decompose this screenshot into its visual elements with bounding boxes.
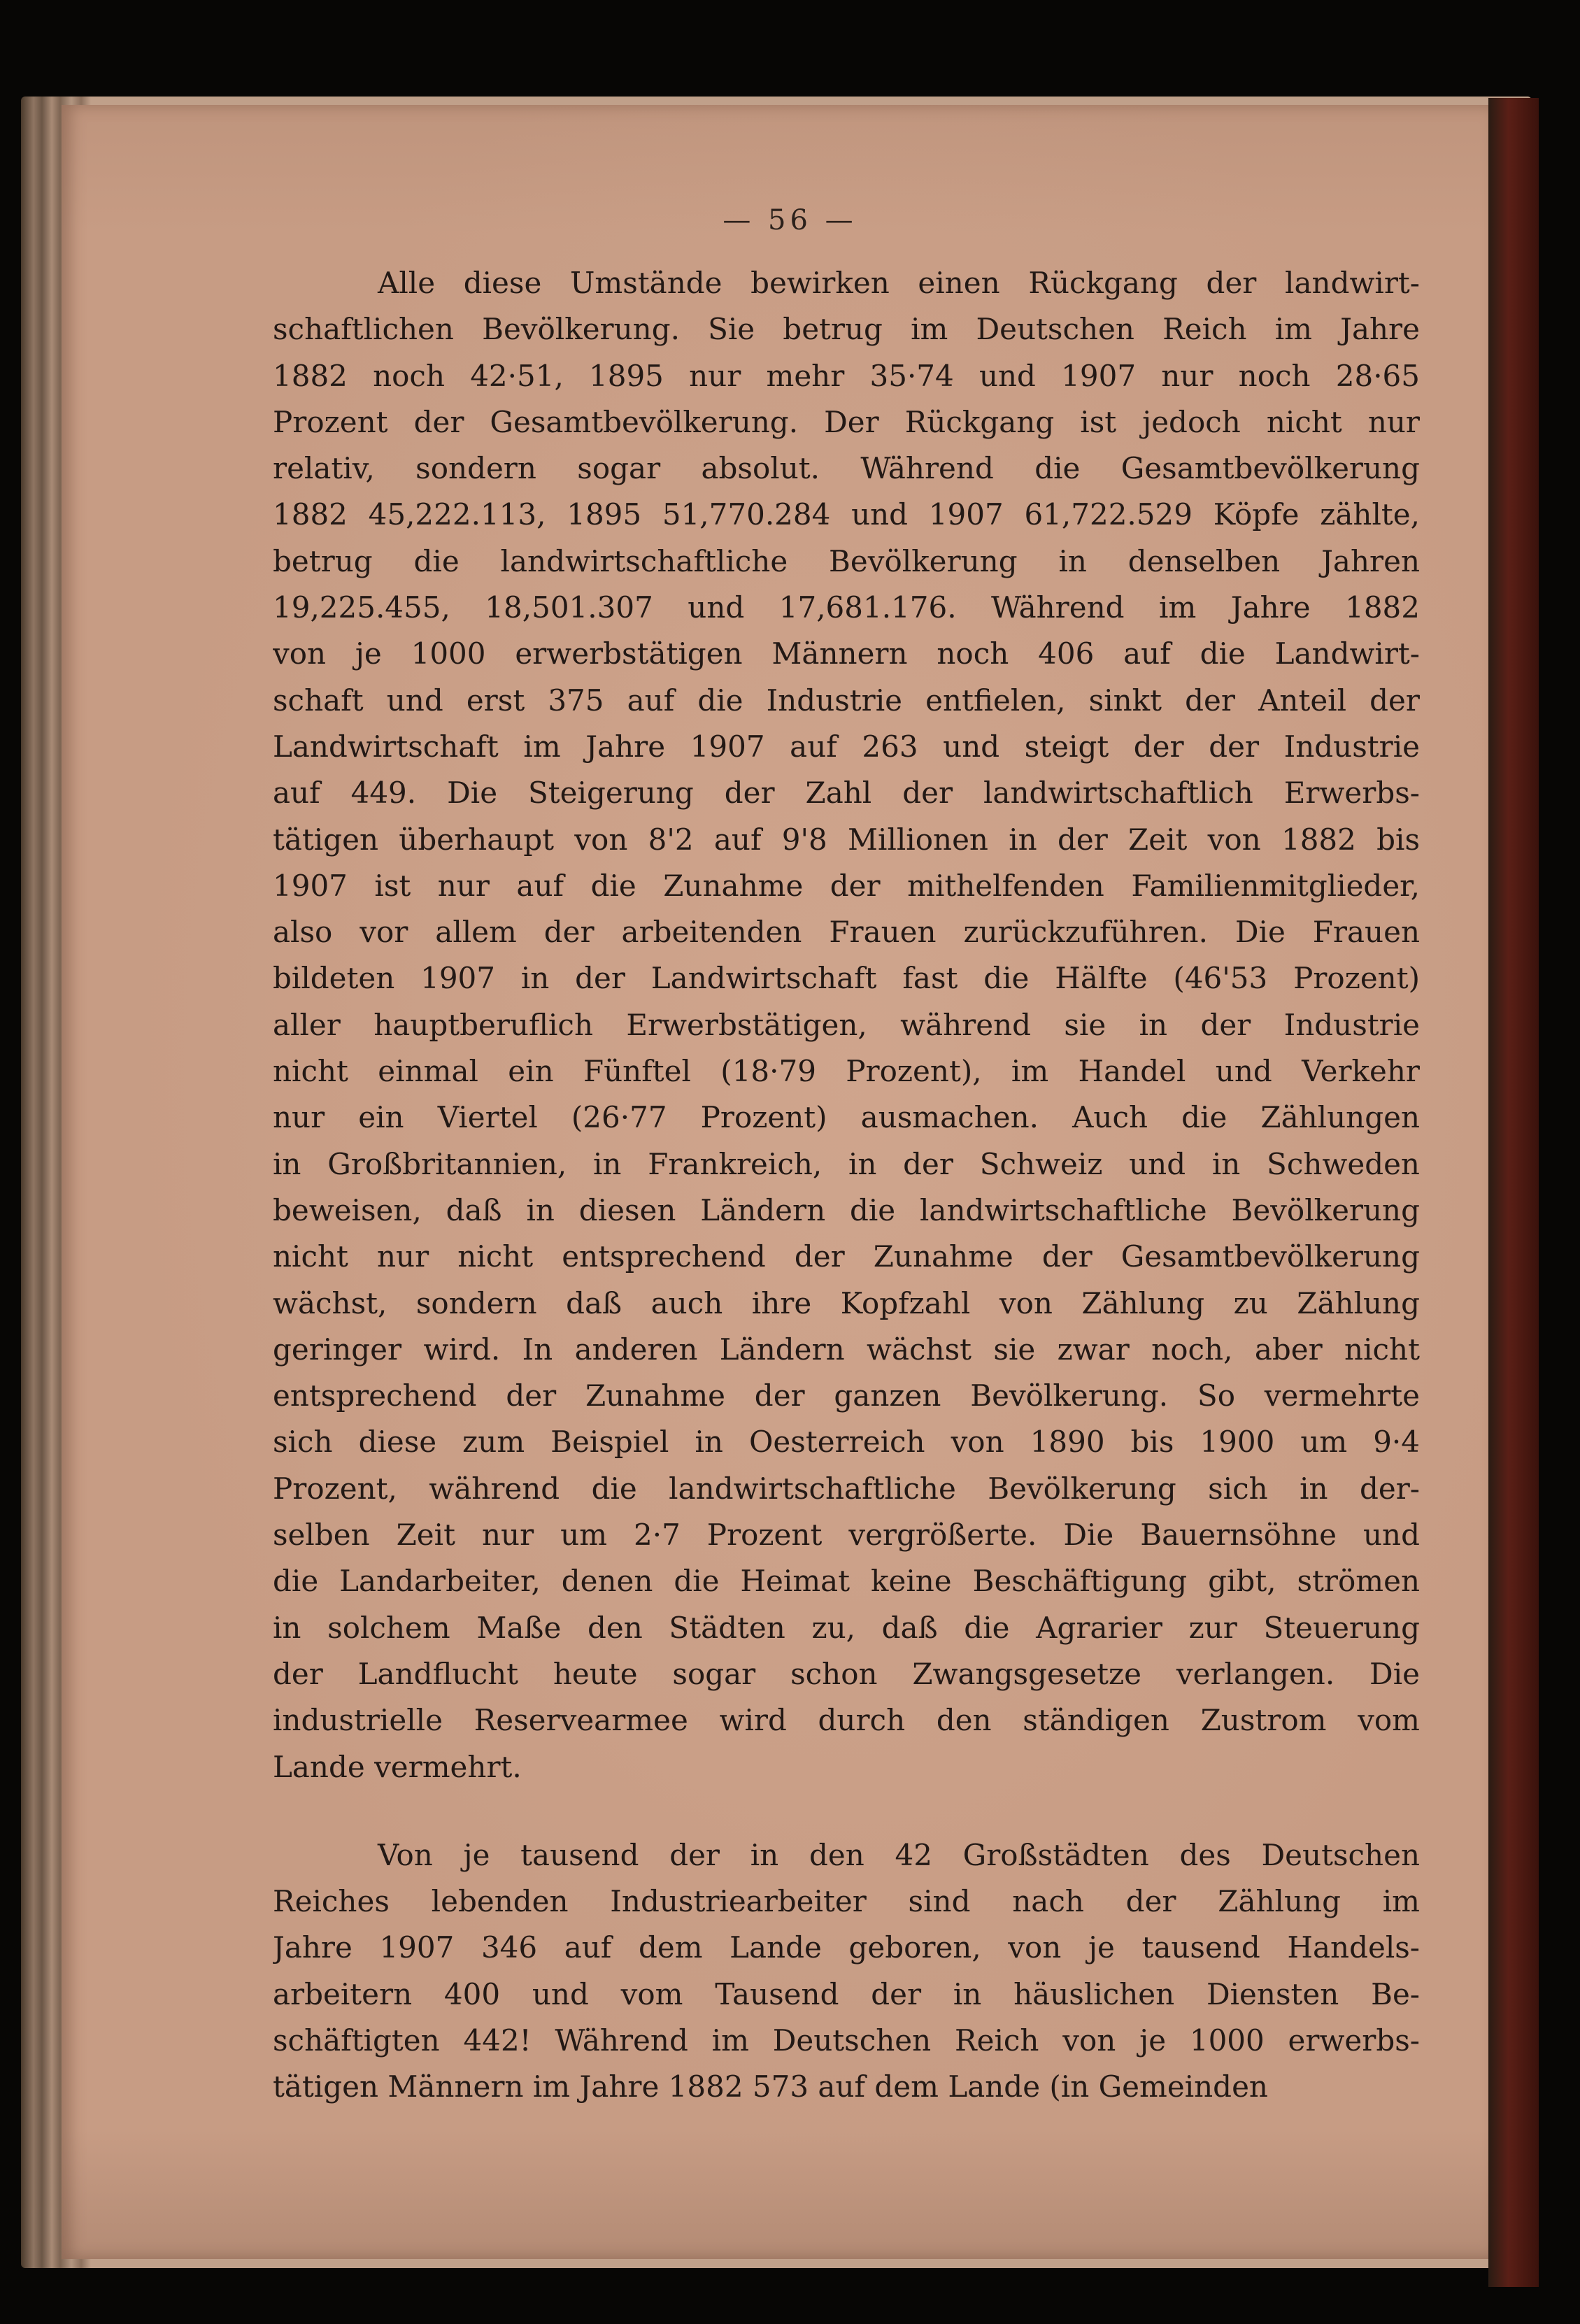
text-line: von je 1000 erwerbstätigen Männern noch 406 auf die Landwirt- [273, 636, 1420, 671]
page-number: — 56 — [723, 204, 857, 236]
text-line: in Großbritannien, in Frankreich, in der Schweiz und in Schweden [273, 1146, 1420, 1181]
text-line: schaftlichen Bevölkerung. Sie betrug im Deutschen Reich im Jahre [273, 312, 1420, 347]
text-line: 19,225.455, 18,501.307 und 17,681.176. Während im Jahre 1882 [273, 590, 1420, 625]
text-line: arbeitern 400 und vom Tausend der in häuslichen Diensten Be- [273, 1976, 1420, 2011]
text-line: beweisen, daß in diesen Ländern die landwirtschaftliche Bevölkerung [273, 1192, 1420, 1227]
text-line: der Landflucht heute sogar schon Zwangsgesetze verlangen. Die [273, 1656, 1420, 1691]
text-line: Landwirtschaft im Jahre 1907 auf 263 und steigt der der Industrie [273, 729, 1420, 764]
text-line: wächst, sondern daß auch ihre Kopfzahl von Zählung zu Zählung [273, 1285, 1420, 1320]
text-line: die Landarbeiter, denen die Heimat keine Beschäftigung gibt, strömen [273, 1564, 1420, 1599]
text-line: Alle diese Umstände bewirken einen Rückgang der landwirt- [378, 266, 1420, 300]
text-line: nur ein Viertel (26·77 Prozent) ausmachen. Auch die Zählungen [273, 1100, 1420, 1135]
text-line: betrug die landwirtschaftliche Bevölkerung in denselben Jahren [273, 543, 1420, 578]
text-line: 1882 45,222.113, 1895 51,770.284 und 1907 61,722.529 Köpfe zählte, [273, 497, 1420, 532]
text-line: in solchem Maße den Städten zu, daß die Agrarier zur Steuerung [273, 1610, 1420, 1645]
paragraph-gap [273, 1790, 1420, 1832]
text-line: Von je tausend der in den 42 Großstädten des Deutschen [378, 1837, 1420, 1872]
text-line: selben Zeit nur um 2·7 Prozent vergrößerte. Die Bauernsöhne und [273, 1518, 1420, 1553]
text-line: Jahre 1907 346 auf dem Lande geboren, von je tausend Handels- [273, 1930, 1420, 1965]
text-line: also vor allem der arbeitenden Frauen zurückzuführen. Die Frauen [273, 915, 1420, 950]
text-line: 1907 ist nur auf die Zunahme der mithelfenden Familienmitglieder, [273, 868, 1420, 903]
text-line: Reiches lebenden Industriearbeiter sind nach der Zählung im [273, 1884, 1420, 1919]
text-line: relativ, sondern sogar absolut. Während die Gesamtbevölkerung [273, 451, 1420, 486]
text-line: schaft und erst 375 auf die Industrie entfielen, sinkt der Anteil der [273, 683, 1420, 718]
text-line: schäftigten 442! Während im Deutschen Reich von je 1000 erwerbs- [273, 2023, 1420, 2058]
text-line: nicht einmal ein Fünftel (18·79 Prozent), im Handel und Verkehr [273, 1054, 1420, 1089]
book-cover-edge [1488, 98, 1539, 2287]
text-line: aller hauptberuflich Erwerbstätigen, während sie in der Industrie [273, 1007, 1420, 1042]
text-line: tätigen Männern im Jahre 1882 573 auf dem Lande (in Gemeinden [273, 2069, 1268, 2104]
text-line: Prozent der Gesamtbevölkerung. Der Rückgang ist jedoch nicht nur [273, 404, 1420, 439]
text-line: auf 449. Die Steigerung der Zahl der landwirtschaftlich Erwerbs- [273, 776, 1420, 811]
text-line: Lande vermehrt. [273, 1749, 522, 1784]
text-line: entsprechend der Zunahme der ganzen Bevölkerung. So vermehrte [273, 1378, 1420, 1413]
text-line: Prozent, während die landwirtschaftliche Bevölkerung sich in der- [273, 1471, 1420, 1506]
text-line: geringer wird. In anderen Ländern wächst sie zwar noch, aber nicht [273, 1332, 1420, 1367]
text-line: industrielle Reservearmee wird durch den ständigen Zustrom vom [273, 1703, 1420, 1738]
text-line: 1882 noch 42·51, 1895 nur mehr 35·74 und 1907 nur noch 28·65 [273, 358, 1420, 393]
text-line: sich diese zum Beispiel in Oesterreich von 1890 bis 1900 um 9·4 [273, 1425, 1420, 1460]
text-line: tätigen überhaupt von 8'2 auf 9'8 Millionen in der Zeit von 1882 bis [273, 822, 1420, 857]
text-line: bildeten 1907 in der Landwirtschaft fast die Hälfte (46'53 Prozent) [273, 961, 1420, 996]
text-line: nicht nur nicht entsprechend der Zunahme der Gesamtbevölkerung [273, 1239, 1420, 1274]
page-body-text [273, 260, 1420, 2111]
